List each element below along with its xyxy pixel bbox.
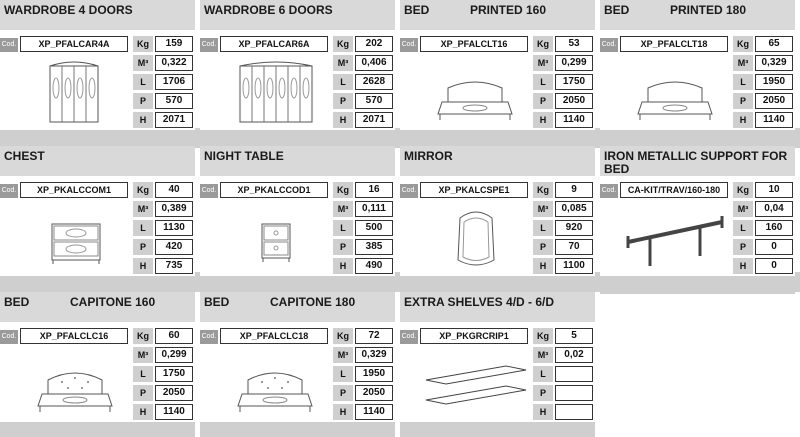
m3-value: 0,322: [155, 55, 193, 71]
p-label: P: [733, 93, 753, 109]
p-value: 2050: [555, 93, 593, 109]
product-category: EXTRA SHELVES 4/D - 6/D: [404, 295, 555, 309]
capitone-bed-icon: [222, 350, 328, 418]
cod-label: Cod.: [0, 38, 18, 52]
m3-label: M³: [533, 55, 553, 71]
l-value: 500: [355, 220, 393, 236]
product-category: BED: [4, 295, 30, 309]
metal-support-icon: [622, 204, 728, 272]
m3-label: M³: [133, 201, 153, 217]
kg-value: 202: [355, 36, 393, 52]
h-value: 1140: [155, 404, 193, 420]
m3-label: M³: [733, 55, 753, 71]
product-code: XP_PKALCSPE1: [420, 182, 528, 198]
product-title: [400, 0, 595, 30]
product-card: [400, 146, 595, 294]
product-title: [400, 292, 595, 322]
cod-label: Cod.: [200, 184, 218, 198]
p-value: 385: [355, 239, 393, 255]
p-label: P: [133, 239, 153, 255]
kg-value: 159: [155, 36, 193, 52]
m3-label: M³: [333, 55, 353, 71]
product-code: XP_PFALCLC16: [20, 328, 128, 344]
l-label: L: [533, 366, 553, 382]
p-label: P: [533, 239, 553, 255]
product-title: [0, 292, 195, 322]
kg-value: 9: [555, 182, 593, 198]
l-value: 1750: [555, 74, 593, 90]
kg-label: Kg: [533, 182, 553, 198]
l-label: L: [533, 220, 553, 236]
card-footer: [600, 276, 795, 294]
product-title: [200, 0, 395, 30]
product-category: CHEST: [4, 149, 45, 163]
product-code: XP_PKALCCOD1: [220, 182, 328, 198]
h-value: 0: [755, 258, 793, 274]
p-label: P: [533, 385, 553, 401]
cod-label: Cod.: [400, 184, 418, 198]
h-label: H: [133, 258, 153, 274]
m3-value: 0,299: [555, 55, 593, 71]
p-value: 570: [355, 93, 393, 109]
l-label: L: [333, 74, 353, 90]
product-card: [600, 0, 795, 148]
l-value: 920: [555, 220, 593, 236]
kg-value: 16: [355, 182, 393, 198]
cod-label: Cod.: [600, 38, 618, 52]
bed-icon: [422, 58, 528, 126]
p-label: P: [533, 93, 553, 109]
h-value: 490: [355, 258, 393, 274]
p-label: P: [733, 239, 753, 255]
product-body: [0, 30, 195, 130]
cod-label: Cod.: [600, 184, 618, 198]
p-value: [555, 385, 593, 401]
cod-label: Cod.: [0, 184, 18, 198]
product-title: [200, 292, 395, 322]
m3-label: M³: [533, 347, 553, 363]
p-label: P: [133, 385, 153, 401]
l-value: 1950: [755, 74, 793, 90]
kg-value: 65: [755, 36, 793, 52]
product-card: [400, 0, 595, 148]
h-label: H: [133, 112, 153, 128]
l-value: 1750: [155, 366, 193, 382]
m3-value: 0,111: [355, 201, 393, 217]
shelves-icon: [422, 350, 528, 418]
product-title: [0, 0, 195, 30]
product-code: XP_PFALCLC18: [220, 328, 328, 344]
product-code: XP_PKALCCOM1: [20, 182, 128, 198]
product-body: [200, 30, 395, 130]
product-body: [400, 176, 595, 276]
m3-value: 0,406: [355, 55, 393, 71]
product-category: NIGHT TABLE: [204, 149, 284, 163]
product-card: [400, 292, 595, 437]
product-card: [0, 292, 195, 437]
kg-label: Kg: [733, 182, 753, 198]
h-value: 1100: [555, 258, 593, 274]
kg-label: Kg: [533, 328, 553, 344]
product-category: IRON METALLIC SUPPORT FOR BED: [604, 149, 788, 176]
product-card: [0, 146, 195, 294]
m3-label: M³: [133, 55, 153, 71]
p-label: P: [333, 93, 353, 109]
h-label: H: [533, 112, 553, 128]
capitone-bed-icon: [22, 350, 128, 418]
h-label: H: [533, 258, 553, 274]
l-value: 1950: [355, 366, 393, 382]
cod-label: Cod.: [400, 330, 418, 344]
p-value: 70: [555, 239, 593, 255]
cod-label: Cod.: [400, 38, 418, 52]
l-label: L: [133, 366, 153, 382]
l-label: L: [733, 220, 753, 236]
product-category: WARDROBE 6 DOORS: [204, 3, 333, 17]
l-value: 2628: [355, 74, 393, 90]
product-title: [200, 146, 395, 176]
kg-value: 40: [155, 182, 193, 198]
kg-value: 53: [555, 36, 593, 52]
product-category: BED: [604, 3, 630, 17]
product-code: XP_PFALCAR4A: [20, 36, 128, 52]
h-label: H: [133, 404, 153, 420]
product-subtitle: PRINTED 160: [470, 3, 547, 17]
h-label: H: [333, 258, 353, 274]
product-code: CA-KIT/TRAV/160-180: [620, 182, 728, 198]
l-label: L: [733, 74, 753, 90]
m3-label: M³: [133, 347, 153, 363]
p-value: 2050: [155, 385, 193, 401]
kg-value: 10: [755, 182, 793, 198]
h-value: [555, 404, 593, 420]
product-card: [0, 0, 195, 148]
h-value: 2071: [155, 112, 193, 128]
p-value: 2050: [755, 93, 793, 109]
product-body: [400, 322, 595, 422]
l-label: L: [133, 220, 153, 236]
product-subtitle: PRINTED 180: [670, 3, 747, 17]
kg-value: 5: [555, 328, 593, 344]
night-table-icon: [222, 204, 328, 272]
h-label: H: [533, 404, 553, 420]
product-category: WARDROBE 4 DOORS: [4, 3, 133, 17]
product-code: XP_PFALCLT18: [620, 36, 728, 52]
kg-label: Kg: [133, 182, 153, 198]
m3-value: 0,02: [555, 347, 593, 363]
m3-label: M³: [533, 201, 553, 217]
product-card: [200, 0, 395, 148]
kg-label: Kg: [333, 328, 353, 344]
m3-label: M³: [733, 201, 753, 217]
product-body: [400, 30, 595, 130]
l-value: 1706: [155, 74, 193, 90]
wardrobe-6-doors-icon: [222, 58, 328, 126]
p-value: 0: [755, 239, 793, 255]
product-subtitle: CAPITONE 160: [70, 295, 156, 309]
m3-value: 0,329: [355, 347, 393, 363]
cod-label: Cod.: [200, 38, 218, 52]
product-card: [200, 292, 395, 437]
p-value: 2050: [355, 385, 393, 401]
kg-label: Kg: [733, 36, 753, 52]
cod-label: Cod.: [0, 330, 18, 344]
cod-label: Cod.: [200, 330, 218, 344]
product-title: [600, 0, 795, 30]
product-body: [0, 176, 195, 276]
product-body: [200, 322, 395, 422]
h-label: H: [333, 112, 353, 128]
product-code: XP_PFALCLT16: [420, 36, 528, 52]
product-code: XP_PFALCAR6A: [220, 36, 328, 52]
l-label: L: [533, 74, 553, 90]
m3-value: 0,389: [155, 201, 193, 217]
p-label: P: [133, 93, 153, 109]
kg-label: Kg: [333, 36, 353, 52]
h-value: 1140: [355, 404, 393, 420]
product-subtitle: CAPITONE 180: [270, 295, 356, 309]
l-value: 160: [755, 220, 793, 236]
product-card: [200, 146, 395, 294]
l-label: L: [133, 74, 153, 90]
kg-label: Kg: [133, 328, 153, 344]
product-code: XP_PKGRCRIP1: [420, 328, 528, 344]
h-value: 1140: [755, 112, 793, 128]
kg-label: Kg: [133, 36, 153, 52]
h-label: H: [733, 258, 753, 274]
mirror-icon: [422, 204, 528, 272]
m3-value: 0,329: [755, 55, 793, 71]
product-body: [600, 30, 795, 130]
m3-label: M³: [333, 201, 353, 217]
m3-label: M³: [333, 347, 353, 363]
product-body: [600, 176, 795, 276]
kg-value: 60: [155, 328, 193, 344]
product-body: [0, 322, 195, 422]
product-category: BED: [204, 295, 230, 309]
m3-value: 0,299: [155, 347, 193, 363]
p-label: P: [333, 385, 353, 401]
chest-icon: [22, 204, 128, 272]
h-label: H: [733, 112, 753, 128]
h-label: H: [333, 404, 353, 420]
l-value: [555, 366, 593, 382]
bed-icon: [622, 58, 728, 126]
product-title: [400, 146, 595, 176]
h-value: 735: [155, 258, 193, 274]
product-title: [0, 146, 195, 176]
p-label: P: [333, 239, 353, 255]
product-category: BED: [404, 3, 430, 17]
p-value: 420: [155, 239, 193, 255]
m3-value: 0,085: [555, 201, 593, 217]
kg-label: Kg: [333, 182, 353, 198]
p-value: 570: [155, 93, 193, 109]
m3-value: 0,04: [755, 201, 793, 217]
h-value: 1140: [555, 112, 593, 128]
l-label: L: [333, 220, 353, 236]
kg-value: 72: [355, 328, 393, 344]
h-value: 2071: [355, 112, 393, 128]
kg-label: Kg: [533, 36, 553, 52]
l-value: 1130: [155, 220, 193, 236]
product-body: [200, 176, 395, 276]
product-card: [600, 146, 795, 294]
product-title: [600, 146, 795, 176]
product-category: MIRROR: [404, 149, 453, 163]
wardrobe-4-doors-icon: [22, 58, 128, 126]
l-label: L: [333, 366, 353, 382]
